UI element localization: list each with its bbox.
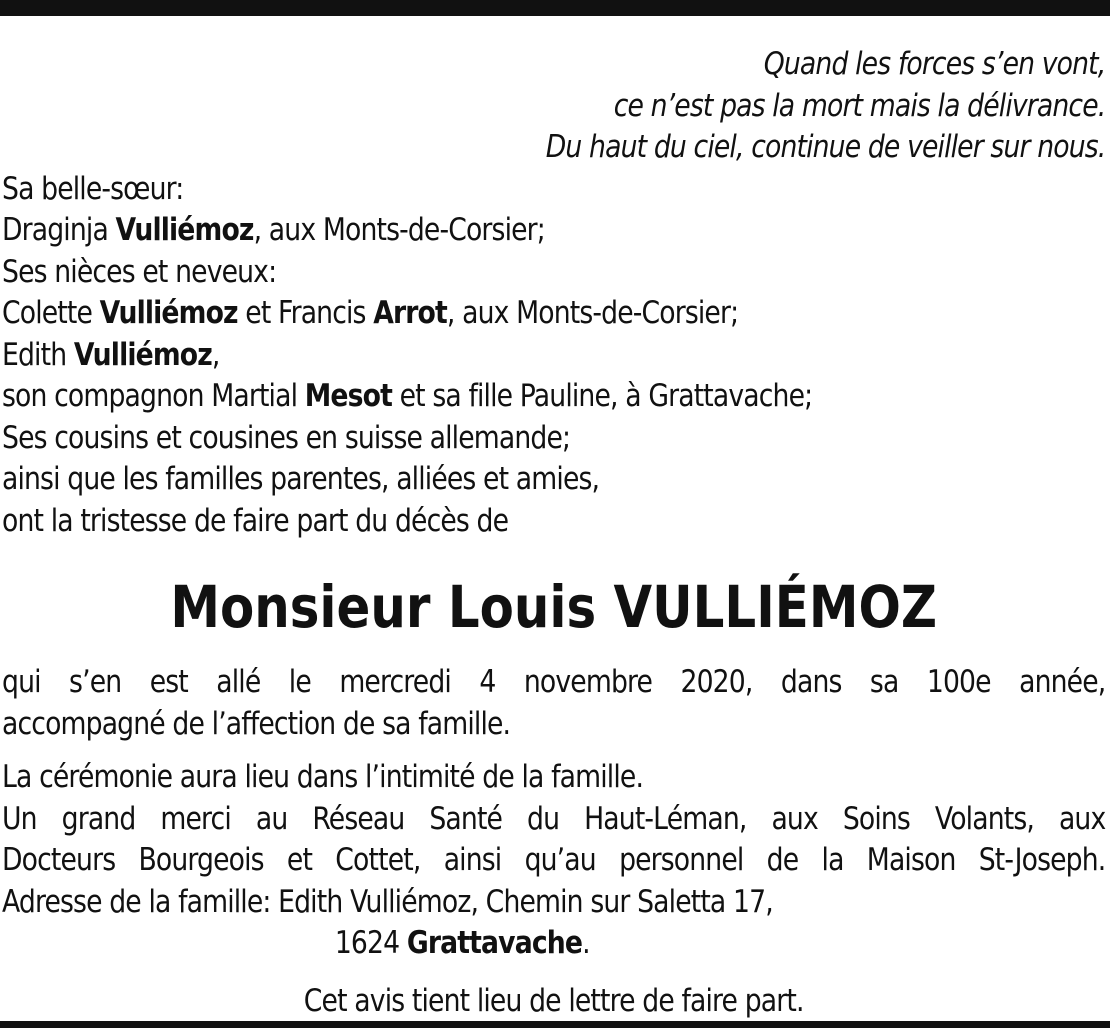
family-text: Ses nièces et neveux: xyxy=(2,253,277,290)
family-line xyxy=(2,335,1105,377)
family-text: Ses cousins et cousines en suisse allemande; xyxy=(2,419,571,456)
body-line: Docteurs Bourgeois et Cottet, ainsi qu’au personnel de la Maison St-Joseph. xyxy=(2,842,1106,878)
family-text: ont la tristesse de faire part du décès de xyxy=(2,502,509,539)
family-line xyxy=(2,418,1105,460)
family-text: ainsi que les familles parentes, alliées et amies, xyxy=(2,461,600,497)
family-surname: Mesot xyxy=(304,378,392,414)
family-text: , aux Monts-de-Corsier; xyxy=(446,295,739,331)
closing-note: Cet avis tient lieu de lettre de faire part. xyxy=(303,982,804,1019)
family-text: Colette xyxy=(2,295,100,331)
family-line xyxy=(2,252,1105,294)
epigraph xyxy=(2,44,1105,169)
family-line xyxy=(2,169,1105,211)
family-list xyxy=(2,169,1105,543)
body-line: Un grand merci au Réseau Santé du Haut-Léman, aux Soins Volants, aux xyxy=(2,800,1106,837)
family-line xyxy=(2,459,1105,501)
top-rule xyxy=(0,0,1110,16)
bottom-rule xyxy=(0,1021,1110,1028)
announcement-body xyxy=(2,662,1105,965)
family-text: et Francis xyxy=(237,295,374,331)
epigraph-line: Quand les forces s’en vont, xyxy=(763,46,1106,82)
body-line: La cérémonie aura lieu dans l’intimité de la famille. xyxy=(2,759,644,795)
family-line xyxy=(2,376,1105,418)
body-line: qui s’en est allé le mercredi 4 novembre 2020, dans sa 100e année, xyxy=(2,664,1106,700)
family-address-city xyxy=(2,923,1105,965)
family-surname: Vulliémoz xyxy=(115,212,254,248)
deceased-name: Monsieur Louis VULLIÉMOZ xyxy=(170,573,938,641)
postal-code: 1624 xyxy=(334,925,407,961)
family-surname: Vulliémoz xyxy=(73,336,212,373)
family-text: , xyxy=(211,336,220,373)
family-line xyxy=(2,210,1105,252)
family-address: Adresse de la famille: Edith Vulliémoz, Chemin sur Saletta 17, xyxy=(2,883,773,920)
family-text: et sa fille Pauline, à Grattavache; xyxy=(391,378,813,414)
body-text: . xyxy=(582,925,590,961)
epigraph-line: Du haut du ciel, continue de veiller sur nous. xyxy=(545,129,1106,165)
obituary-notice xyxy=(2,44,1105,1022)
family-line xyxy=(2,501,1105,543)
family-surname: Arrot xyxy=(373,295,447,331)
family-line xyxy=(2,293,1105,335)
family-text: Draginja xyxy=(2,212,116,248)
family-surname: Vulliémoz xyxy=(99,295,238,331)
family-text: Sa belle-sœur: xyxy=(2,170,184,207)
family-text: son compagnon Martial xyxy=(2,378,305,414)
city-name: Grattavache xyxy=(406,925,583,961)
epigraph-line: ce n’est pas la mort mais la délivrance. xyxy=(613,87,1106,124)
family-text: , aux Monts-de-Corsier; xyxy=(253,212,545,248)
family-text: Edith xyxy=(2,336,74,373)
body-line: accompagné de l’affection de sa famille. xyxy=(2,705,511,742)
